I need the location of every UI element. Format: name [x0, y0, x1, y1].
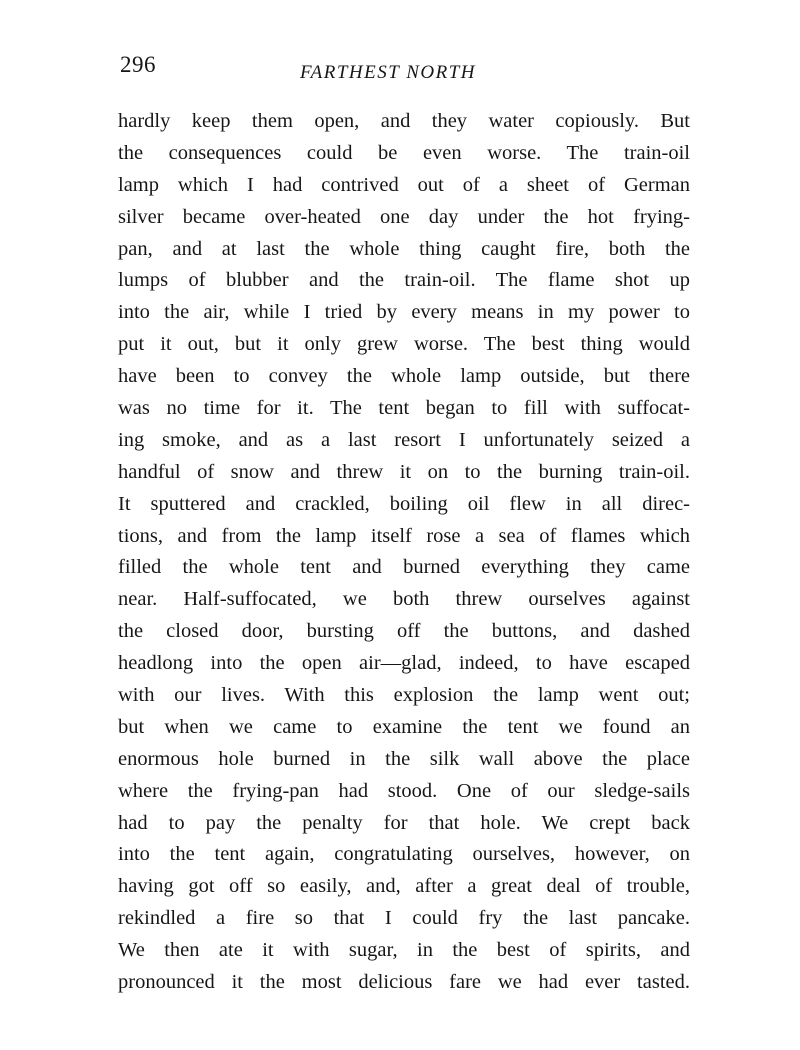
page-number: 296	[120, 52, 156, 77]
text-line: pan, and at last the whole thing caught fire, both the	[118, 237, 690, 260]
text-line: with our lives. With this explosion the lamp went out;	[118, 684, 690, 707]
text-line: tions, and from the lamp itself rose a sea of flames which	[118, 524, 690, 547]
text-line: the closed door, bursting off the buttons, and dashed	[118, 620, 690, 643]
text-line: into the tent again, congratulating ourselves, however, on	[118, 843, 690, 866]
text-line: filled the whole tent and burned everything they came	[118, 556, 690, 579]
body-text	[118, 106, 690, 999]
text-line: have been to convey the whole lamp outside, but there	[118, 365, 690, 388]
text-line: We then ate it with sugar, in the best of spirits, and	[118, 939, 690, 962]
text-line: having got off so easily, and, after a great deal of trouble,	[118, 875, 690, 898]
text-line: near. Half-suffocated, we both threw ourselves against	[118, 588, 690, 611]
text-line: silver became over-heated one day under the hot frying-	[118, 205, 690, 228]
text-line: headlong into the open air—glad, indeed, to have escaped	[118, 652, 690, 675]
text-line: pronounced it the most delicious fare we had ever tasted.	[118, 971, 690, 994]
text-line: put it out, but it only grew worse. The best thing would	[118, 333, 690, 356]
text-line: but when we came to examine the tent we found an	[118, 715, 690, 738]
text-line: lumps of blubber and the train-oil. The flame shot up	[118, 269, 690, 292]
text-line: had to pay the penalty for that hole. We crept back	[118, 811, 690, 834]
text-line: rekindled a fire so that I could fry the last pancake.	[118, 907, 690, 930]
text-line: hardly keep them open, and they water copiously. But	[118, 110, 690, 132]
text-line: ing smoke, and as a last resort I unfortunately seized a	[118, 428, 690, 451]
text-line: into the air, while I tried by every means in my power to	[118, 301, 690, 324]
text-line: the consequences could be even worse. The train-oil	[118, 141, 690, 164]
text-line: was no time for it. The tent began to fill with suffocat-	[118, 397, 690, 420]
running-head: FARTHEST NORTH	[300, 62, 477, 83]
text-line: where the frying-pan had stood. One of our sledge-sails	[118, 779, 690, 802]
text-line: handful of snow and threw it on to the burning train-oil.	[118, 460, 690, 483]
text-line: enormous hole burned in the silk wall above the place	[118, 747, 690, 770]
text-line: It sputtered and crackled, boiling oil flew in all direc-	[118, 492, 690, 515]
text-line: lamp which I had contrived out of a sheet of German	[118, 173, 690, 196]
